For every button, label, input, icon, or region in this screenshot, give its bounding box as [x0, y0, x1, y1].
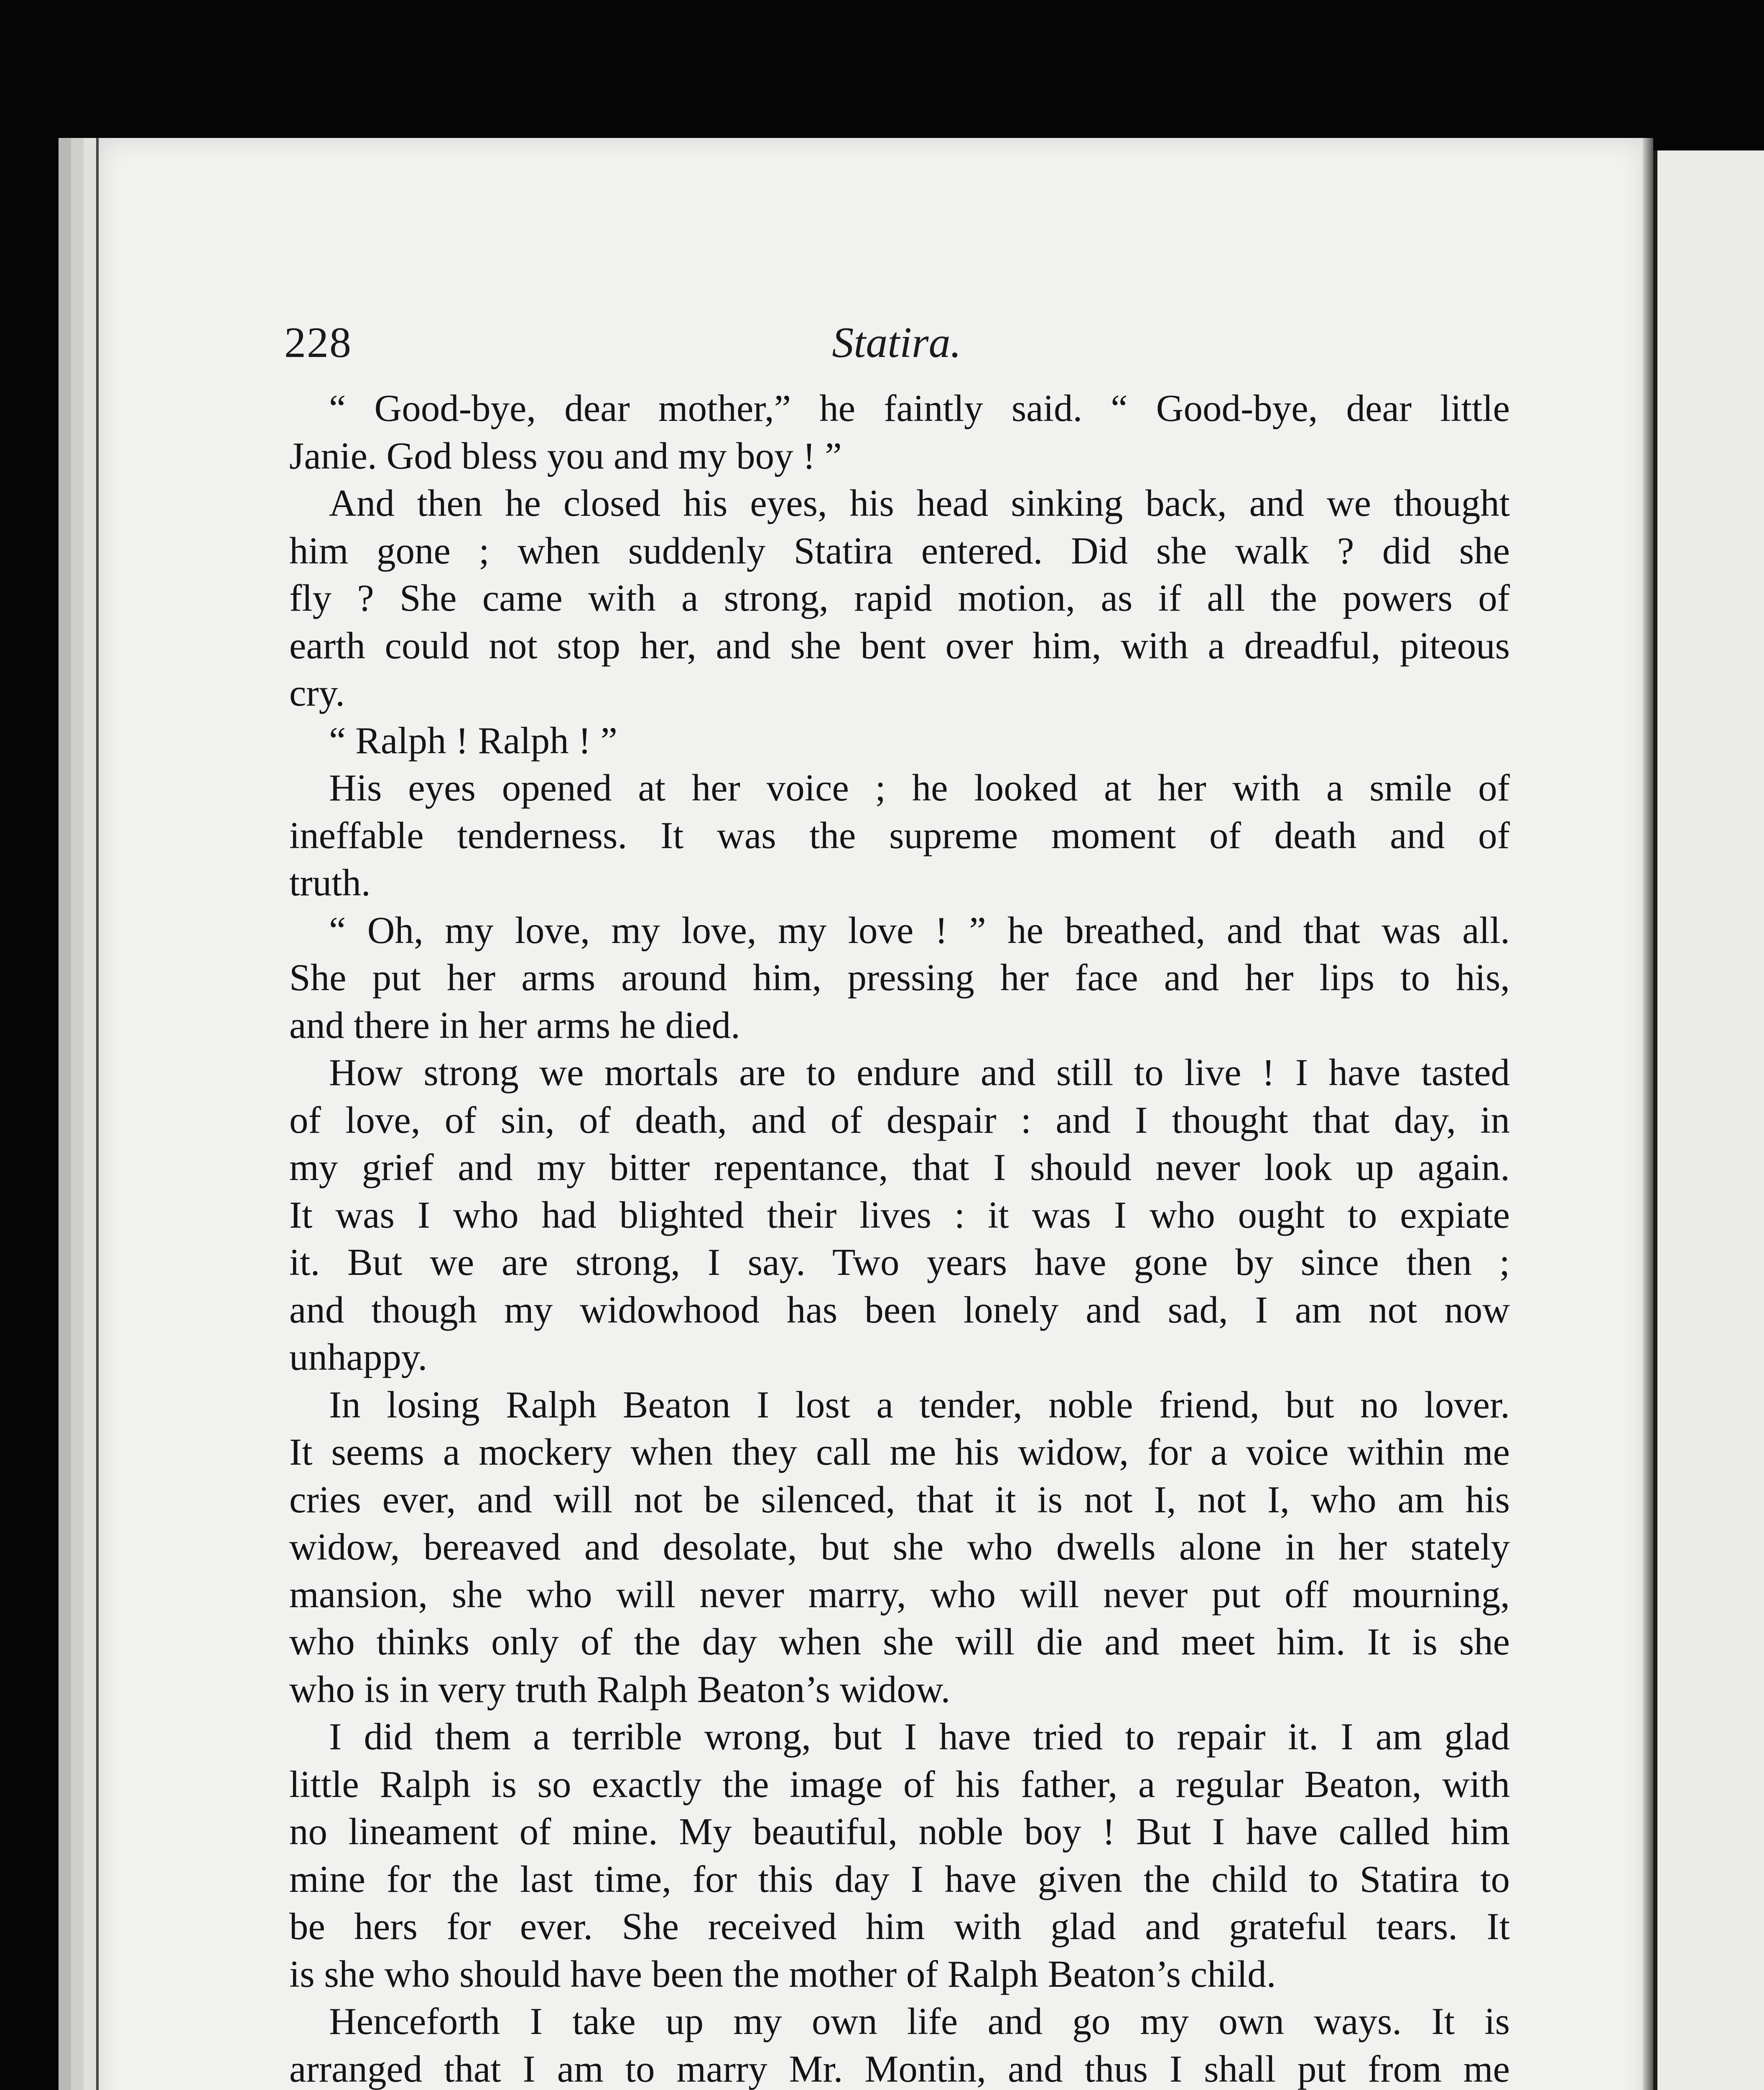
text-line: and there in her arms he died.: [289, 1004, 740, 1046]
text-line: no lineament of mine. My beautiful, noble boy ! But I have called him: [289, 1810, 1510, 1853]
text-line: ineffable tenderness. It was the supreme moment of death and of: [289, 814, 1510, 856]
text-line: “ Oh, my love, my love, my love ! ” he breathed, and that was all.: [329, 909, 1510, 951]
paragraph: [289, 717, 1510, 765]
text-line: It seems a mockery when they call me his widow, for a voice within me: [289, 1431, 1510, 1473]
text-line: mine for the last time, for this day I have given the child to Statira to: [289, 1858, 1510, 1900]
text-line: little Ralph is so exactly the image of his father, a regular Beaton, with: [289, 1763, 1510, 1805]
paragraph: [289, 764, 1510, 907]
page-gutter: [1643, 138, 1653, 2090]
text-line: who thinks only of the day when she will die and meet him. It is she: [289, 1621, 1510, 1663]
paragraph: [289, 1713, 1510, 1998]
page-number: 228: [284, 319, 352, 367]
text-line: my grief and my bitter repentance, that I should never look up again.: [289, 1146, 1510, 1188]
running-title: Statira.: [832, 319, 961, 367]
paragraph: [289, 1381, 1510, 1713]
text-line: “ Good-bye, dear mother,” he faintly said. “ Good-bye, dear little: [329, 387, 1510, 429]
text-line: earth could not stop her, and she bent over him, with a dreadful, piteous: [289, 624, 1510, 667]
text-line: and though my widowhood has been lonely and sad, I am not now: [289, 1288, 1510, 1331]
text-line: And then he closed his eyes, his head sinking back, and we thought: [329, 482, 1510, 524]
text-line: In losing Ralph Beaton I lost a tender, noble friend, but no lover.: [329, 1383, 1510, 1426]
text-line: it. But we are strong, I say. Two years have gone by since then ;: [289, 1241, 1510, 1283]
text-line: be hers for ever. She received him with glad and grateful tears. It: [289, 1905, 1510, 1947]
paragraph: [289, 1998, 1510, 2090]
facing-page: [1653, 150, 1764, 2090]
text-line: of love, of sin, of death, and of despair : and I thought that day, in: [289, 1099, 1510, 1141]
text-line: Henceforth I take up my own life and go my own ways. It is: [329, 2000, 1510, 2042]
text-line: “ Ralph ! Ralph ! ”: [329, 719, 617, 762]
text-line: unhappy.: [289, 1336, 428, 1378]
paragraph: [289, 385, 1510, 479]
text-line: It was I who had blighted their lives : it was I who ought to expiate: [289, 1193, 1510, 1236]
text-line: arranged that I am to marry Mr. Montin, and thus I shall put from me: [289, 2047, 1510, 2090]
paragraph: [289, 479, 1510, 717]
paragraph: [289, 907, 1510, 1049]
text-line: cries ever, and will not be silenced, that it is not I, not I, who am his: [289, 1478, 1510, 1521]
text-line: I did them a terrible wrong, but I have tried to repair it. I am glad: [329, 1715, 1510, 1758]
text-line: cry.: [289, 672, 345, 714]
text-line: How strong we mortals are to endure and still to live ! I have tasted: [329, 1051, 1510, 1093]
text-line: fly ? She came with a strong, rapid motion, as if all the powers of: [289, 577, 1510, 619]
paragraph: [289, 1049, 1510, 1381]
text-line: is she who should have been the mother of Ralph Beaton’s child.: [289, 1952, 1276, 1995]
text-line: truth.: [289, 861, 371, 904]
text-line: She put her arms around him, pressing her face and her lips to his,: [289, 956, 1510, 999]
body-text: [289, 385, 1510, 2090]
text-line: mansion, she who will never marry, who will never put off mourning,: [289, 1573, 1510, 1616]
running-head: [284, 318, 1509, 376]
text-line: him gone ; when suddenly Statira entered. Did she walk ? did she: [289, 529, 1510, 572]
text-line: Janie. God bless you and my boy ! ”: [289, 434, 842, 477]
text-line: who is in very truth Ralph Beaton’s widow.: [289, 1668, 951, 1710]
text-line: widow, bereaved and desolate, but she who dwells alone in her stately: [289, 1526, 1510, 1568]
text-line: His eyes opened at her voice ; he looked at her with a smile of: [329, 767, 1510, 809]
